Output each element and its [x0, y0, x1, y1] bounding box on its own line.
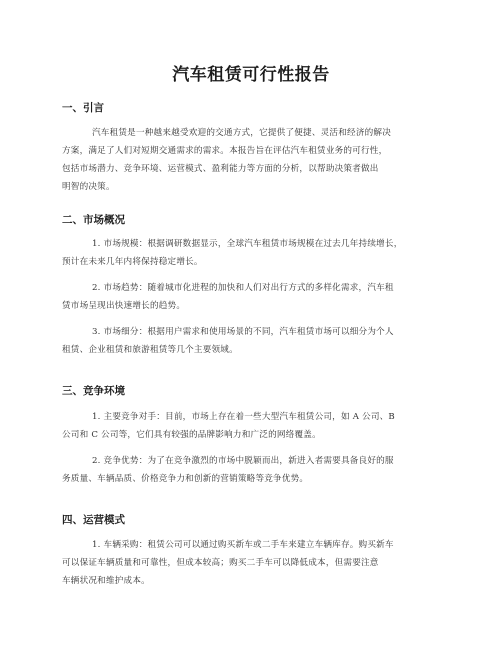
paragraph-line: 明智的决策。 [62, 182, 115, 192]
paragraph-line: 赁市场呈现出快速增长的趋势。 [62, 301, 186, 311]
document-title: 汽车租赁可行性报告 [172, 65, 330, 85]
section-heading-introduction: 一、引言 [62, 102, 104, 114]
section-heading-operation-model: 四、运营模式 [62, 514, 125, 526]
paragraph-competitive-advantage [62, 452, 442, 488]
paragraph-line: 1. 市场规模：根据调研数据显示，全球汽车租赁市场规模在过去几年持续增长， [92, 239, 403, 249]
paragraph-market-segment [62, 323, 442, 359]
paragraph-line: 租赁、企业租赁和旅游租赁等几个主要领域。 [62, 345, 238, 355]
paragraph-line: 包括市场潜力、竞争环境、运营模式、盈利能力等方面的分析，以帮助决策者做出 [62, 164, 379, 174]
paragraph-line: 预计在未来几年内将保持稳定增长。 [62, 257, 203, 267]
section-heading-competition: 三、竞争环境 [62, 385, 125, 397]
paragraph-line: 车辆状况和维护成本。 [62, 576, 150, 586]
paragraph-main-competitors [62, 408, 442, 444]
paragraph-line: 1. 车辆采购：租赁公司可以通过购买新车或二手车来建立车辆库存。购买新车 [92, 540, 394, 550]
paragraph-line: 2. 竞争优势：为了在竞争激烈的市场中脱颖而出，新进入者需要具备良好的服 [92, 456, 394, 466]
paragraph-market-trend [62, 279, 442, 315]
paragraph-line: 方案，满足了人们对短期交通需求的需求。本报告旨在评估汽车租赁业务的可行性， [62, 146, 388, 156]
paragraph-line: 可以保证车辆质量和可靠性，但成本较高；购买二手车可以降低成本，但需要注意 [62, 558, 379, 568]
paragraph-market-size [62, 235, 442, 271]
paragraph-line: 3. 市场细分：根据用户需求和使用场景的不同，汽车租赁市场可以细分为个人 [92, 327, 394, 337]
paragraph-introduction [62, 124, 442, 196]
paragraph-line: 1. 主要竞争对手：目前，市场上存在着一些大型汽车租赁公司，如 A 公司、B [92, 412, 395, 422]
paragraph-line: 汽车租赁是一种越来越受欢迎的交通方式，它提供了便捷、灵活和经济的解决 [92, 128, 391, 138]
paragraph-vehicle-procurement [62, 536, 442, 590]
paragraph-line: 务质量、车辆品质、价格竞争力和创新的营销策略等竞争优势。 [62, 474, 309, 484]
paragraph-line: 公司和 C 公司等，它们具有较强的品牌影响力和广泛的网络覆盖。 [62, 430, 321, 440]
section-heading-market-overview: 二、市场概况 [62, 214, 125, 226]
paragraph-line: 2. 市场趋势：随着城市化进程的加快和人们对出行方式的多样化需求，汽车租 [92, 283, 394, 293]
